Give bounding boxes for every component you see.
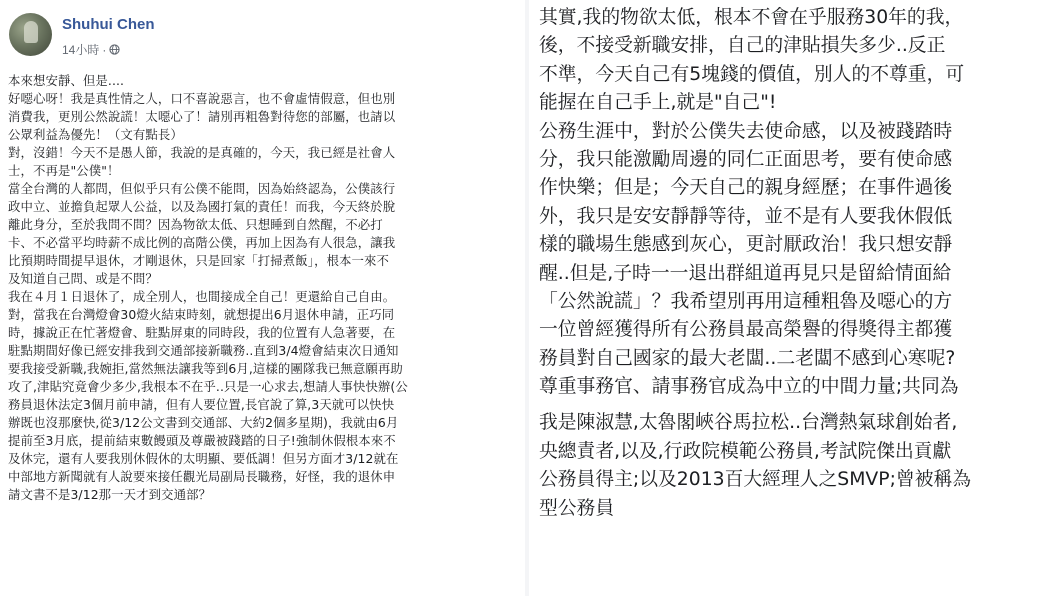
post-text-line: 務員對自己國家的最大老闆..二老闆不感到心寒呢?	[539, 347, 956, 369]
post-text-line: 時，據說正在忙著燈會、駐點屏東的同時段，我的位置有人急著要，在	[8, 325, 396, 340]
post-continuation-screenshot	[529, 0, 1060, 596]
post-text-line: 及休完，還有人要我別休假休的太明顯、要低調！但另方面才3/12就在	[8, 451, 399, 466]
post-text-line: 駐點期間好像已經安排我到交通部接新職務..直到3/4燈會結束次日通知	[8, 343, 399, 358]
post-text-line: 務員退休法定3個月前申請，但有人要位置,長官說了算,3天就可以快快	[8, 397, 395, 412]
post-text-line: 分，我只能激勵周邊的同仁正面思考，要有使命感	[539, 148, 953, 170]
post-text-line: 央總責者,以及,行政院模範公務員,考試院傑出貢獻	[539, 440, 952, 462]
post-text-line: 提前至3月底，提前結束數饅頭及尊嚴被踐踏的日子!強制休假根本來不	[8, 433, 396, 448]
avatar[interactable]	[9, 13, 52, 56]
post-time[interactable]: 14小時	[62, 43, 100, 57]
post-text-line: 尊重事務官、請事務官成為中立的中間力量;共同為	[539, 376, 959, 398]
post-text-line: 我是陳淑慧,太魯閣峽谷馬拉松..台灣熱氣球創始者,	[539, 412, 958, 434]
post-text-line: 我在４月１日退休了，成全別人，也間接成全自己！更還給自己自由。	[8, 289, 396, 304]
post-text-line: 消費我，更別公然說謊！太噁心了！請別再粗魯對待您的部屬，也請以	[8, 109, 396, 124]
paragraph-gap	[539, 401, 1060, 409]
post-text-line: 公務生涯中，對於公僕失去使命感，以及被踐踏時	[539, 120, 953, 142]
post-text-line: 士，不再是"公僕"！	[8, 163, 120, 178]
post-text-line: 後，不接受新職安排，自己的津貼損失多少..反正	[539, 35, 946, 57]
post-text-line: 能握在自己手上,就是"自己"!	[539, 92, 777, 114]
facebook-post-screenshot	[0, 0, 524, 596]
post-text-line: 當全台灣的人都問，但似乎只有公僕不能問，因為始終認為，公僕該行	[8, 181, 396, 196]
post-text-line: 對，當我在台灣燈會30燈火結束時刻，就想提出6月退休申請，正巧同	[8, 307, 395, 322]
post-text-line: 好噁心呀！我是真性情之人，口不喜說惡言，也不會虛情假意，但也別	[8, 91, 396, 106]
post-text-line: 要我接受新職,我婉拒,當然無法讓我等到6月,這樣的團隊我已無意願再助	[8, 361, 403, 376]
post-text-line: 公務員得主;以及2013百大經理人之SMVP;曾被稱為	[539, 469, 972, 491]
post-text-line: 一位曾經獲得所有公務員最高榮譽的得獎得主都獲	[539, 319, 953, 341]
post-body	[8, 72, 518, 504]
post-text-line: 醒..但是,子時一一退出群組道再見只是留給情面給	[539, 262, 952, 284]
author-name[interactable]: Shuhui Chen	[62, 16, 155, 33]
post-text-line: 作快樂；但是；今天自己的親身經歷；在事件過後	[539, 177, 953, 199]
post-meta	[62, 41, 120, 58]
post-text-line: 及知道自己問、或是不問？	[8, 271, 158, 286]
post-text-line: 比預期時間提早退休，才剛退休，只是回家「打掃煮飯」，根本一來不	[8, 253, 390, 268]
post-text-line: 公眾利益為優先！（文有點長）	[8, 127, 183, 142]
post-text-line: 樣的職場生態感到灰心，更討厭政治！我只想安靜	[539, 234, 953, 256]
post-text-line: 政中立、並擔負起眾人公益，以及為國打氣的責任！而我，今天終於脫	[8, 199, 396, 214]
post-text-line: 其實,我的物欲太低，根本不會在乎服務30年的我，	[539, 7, 964, 28]
post-body-continued	[539, 4, 1060, 523]
post-text-line: 「公然說謊」？我希望別再用這種粗魯及噁心的方	[539, 290, 953, 312]
post-text-line: 本來想安靜、但是....	[8, 73, 125, 88]
post-text-line: 中部地方新聞就有人說要來接任觀光局副局長職務，好怪，我的退休申	[8, 469, 396, 484]
post-text-line: 請文書不是3/12那一天才到交通部？	[8, 487, 212, 502]
post-text-line: 辦既也沒那麼快,從3/12公文書到交通部、大約2個多星期)，我就由6月	[8, 415, 399, 430]
avatar-figure	[24, 21, 38, 43]
post-text-line: 對，沒錯！今天不是愚人節，我說的是真確的，今天，我已經是社會人	[8, 145, 396, 160]
post-text-line: 不準，今天自己有5塊錢的價值，別人的不尊重，可	[539, 63, 965, 85]
post-text-line: 卡、不必當平均時薪不成比例的高階公僕，再加上因為有人很急，讓我	[8, 235, 396, 250]
meta-separator: ·	[102, 42, 107, 57]
post-text-line: 型公務員	[539, 497, 615, 519]
post-text-line: 離此身分，至於我問不問？因為物欲太低、只想睡到自然醒，不必打	[8, 217, 383, 232]
post-text-line: 外，我只是安安靜靜等待，並不是有人要我休假低	[539, 205, 953, 227]
post-text-line: 攻了,津貼究竟會少多少,我根本不在乎..只是一心求去,想請人事快快辦(公	[8, 379, 408, 394]
globe-icon	[109, 44, 120, 55]
